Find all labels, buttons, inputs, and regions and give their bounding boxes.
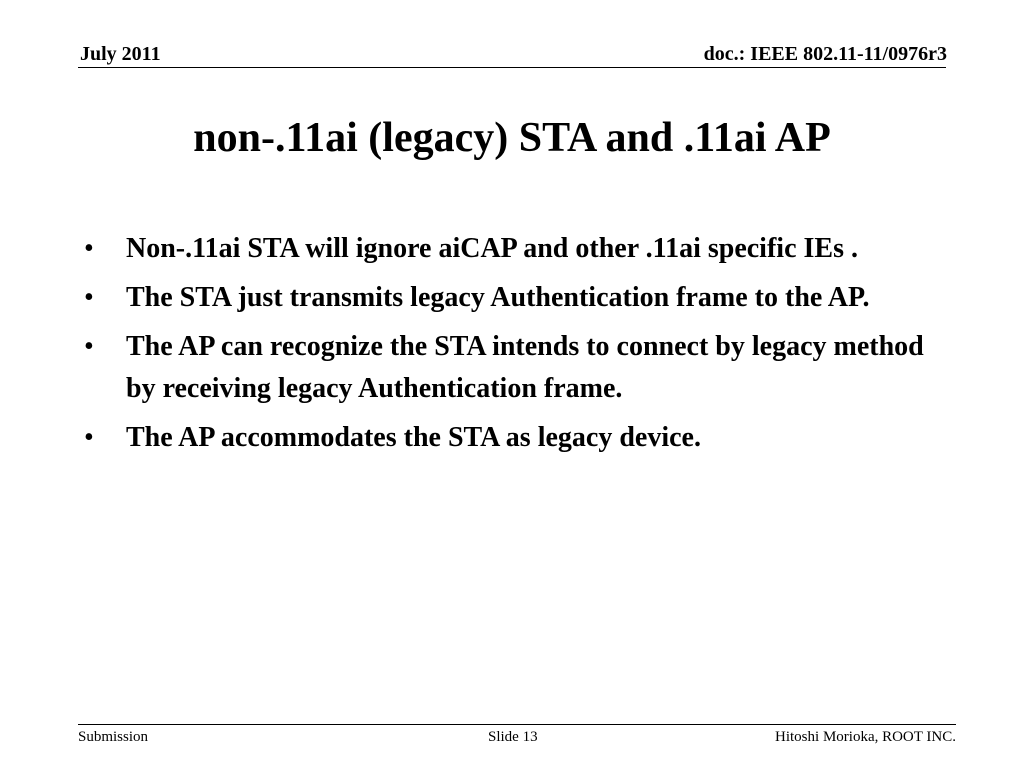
footer-submission-label: Submission [78, 729, 149, 745]
bullet-list [84, 228, 944, 466]
bullet-text: Non-.11ai STA will ignore aiCAP and other .11ai specific IEs . [126, 233, 858, 264]
footer-slide-number: Slide 13 [488, 729, 538, 745]
bullet-item [84, 326, 944, 410]
footer-author: Hitoshi Morioka, ROOT INC. [775, 729, 956, 745]
bullet-icon: • [84, 282, 94, 313]
bullet-item [84, 228, 944, 270]
bullet-icon: • [84, 233, 94, 264]
slide-title: non-.11ai (legacy) STA and .11ai AP [193, 115, 831, 161]
bullet-item [84, 277, 944, 319]
header-date: July 2011 [80, 43, 161, 65]
header-document-id: doc.: IEEE 802.11-11/0976r3 [703, 43, 947, 65]
bullet-icon: • [84, 331, 94, 362]
bullet-icon: • [84, 422, 94, 453]
bullet-item [84, 417, 944, 459]
bullet-text: The AP accommodates the STA as legacy device. [126, 422, 701, 453]
header-divider [78, 67, 946, 68]
footer-divider [78, 724, 956, 725]
bullet-text: The STA just transmits legacy Authentication frame to the AP. [126, 282, 870, 313]
bullet-text: The AP can recognize the STA intends to connect by legacy method by receiving legacy Authentication frame. [126, 331, 924, 404]
